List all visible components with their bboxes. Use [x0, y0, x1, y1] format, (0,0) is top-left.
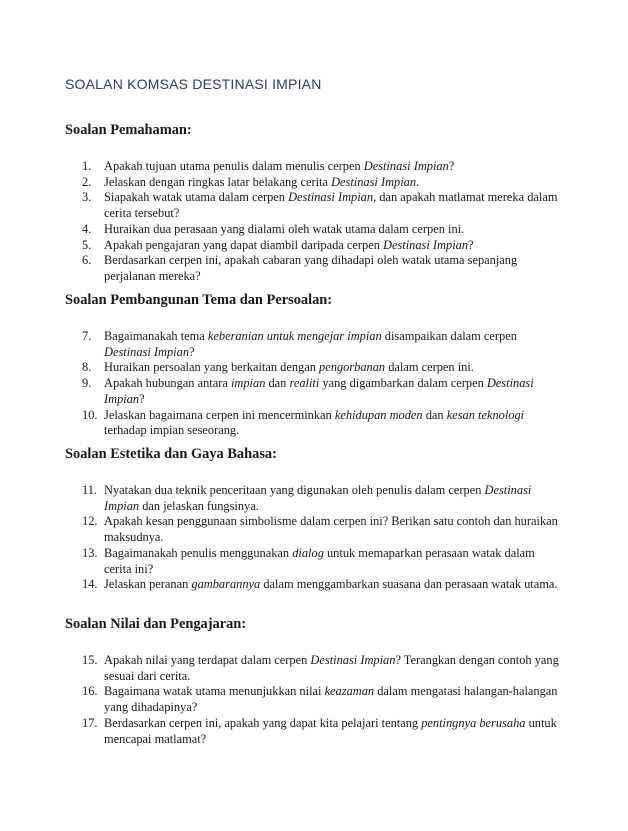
question-number: 13. — [82, 545, 98, 560]
section-tema-persoalan — [65, 292, 565, 439]
text-segment: Huraikan persoalan yang berkaitan dengan — [104, 360, 320, 375]
question-number: 1. — [82, 159, 92, 173]
section-heading: Soalan Pembangunan Tema dan Persoalan: — [65, 292, 333, 308]
question-text — [104, 546, 535, 576]
question-item — [65, 376, 565, 407]
text-segment: terhadap impian seseorang. — [104, 423, 240, 438]
text-segment: untuk mencapai matlamat? — [104, 715, 557, 746]
question-item — [65, 546, 565, 577]
question-text — [104, 329, 517, 359]
text-segment: ? Terangkan dengan contoh yang sesuai dari cerita. — [104, 653, 559, 683]
document-title: SOALAN KOMSAS DESTINASI IMPIAN — [65, 76, 322, 92]
question-number: 7. — [82, 329, 92, 343]
question-list — [65, 329, 565, 439]
text-segment: . — [416, 174, 420, 189]
text-segment: dan — [422, 407, 447, 422]
text-segment: Jelaskan bagaimana cerpen ini mencerminkan — [104, 407, 335, 422]
question-text — [104, 222, 464, 236]
text-segment: dan jelaskan fungsinya. — [139, 498, 259, 513]
question-text — [104, 238, 474, 252]
question-item — [65, 684, 565, 715]
question-item — [65, 653, 565, 684]
italic-term: Destinasi Impian — [331, 174, 417, 189]
text-segment: ? — [189, 344, 195, 359]
italic-term: Destinasi Impian — [310, 653, 396, 667]
question-item — [65, 222, 565, 238]
question-item — [65, 190, 565, 221]
question-number: 12. — [82, 514, 98, 529]
italic-term: keazaman — [324, 684, 375, 699]
text-segment: Bagaimanakah tema — [104, 329, 208, 343]
question-number: 4. — [82, 221, 92, 236]
question-item — [65, 408, 565, 439]
italic-term: dialog — [292, 545, 324, 560]
question-text — [104, 408, 524, 438]
italic-term: gambarannya — [191, 577, 261, 592]
question-number: 9. — [82, 376, 92, 391]
question-number: 3. — [82, 190, 92, 205]
italic-term: Destinasi Impian — [363, 159, 449, 173]
text-segment: ? — [468, 237, 474, 252]
text-segment: Bagaimana watak utama menunjukkan nilai — [104, 684, 325, 699]
italic-term: realiti — [289, 376, 320, 391]
text-segment: untuk memaparkan perasaan watak dalam cerita ini? — [104, 545, 535, 576]
italic-term: impian — [230, 376, 266, 391]
text-segment: yang digambarkan dalam cerpen — [319, 376, 487, 391]
text-segment: ? — [139, 391, 145, 406]
question-item — [65, 483, 565, 514]
section-heading: Soalan Pemahaman: — [65, 122, 192, 138]
text-segment: Berdasarkan cerpen ini, apakah yang dapat kita pelajari tentang — [104, 715, 422, 730]
section-heading: Soalan Estetika dan Gaya Bahasa: — [65, 446, 277, 462]
question-text — [104, 684, 558, 714]
section-pemahaman — [65, 122, 565, 285]
question-item — [65, 175, 565, 191]
question-item — [65, 360, 565, 376]
question-number: 14. — [82, 577, 98, 592]
text-segment: dalam menggambarkan suasana dan perasaan watak utama. — [260, 577, 558, 592]
text-segment: Nyatakan dua teknik penceritaan yang digunakan oleh penulis dalam cerpen — [104, 483, 485, 497]
question-number: 10. — [82, 407, 98, 422]
question-text — [104, 253, 517, 283]
text-segment: Apakah nilai yang terdapat dalam cerpen — [104, 653, 311, 667]
question-number: 5. — [82, 237, 92, 252]
italic-term: kesan teknologi — [446, 407, 525, 422]
text-segment: dalam mengatasi halangan-halangan yang dihadapinya? — [104, 684, 558, 715]
question-number: 6. — [82, 253, 92, 268]
italic-term: pengorbanan — [319, 360, 386, 375]
question-item — [65, 253, 565, 284]
text-segment: Jelaskan peranan — [104, 577, 192, 592]
italic-term: Destinasi Impian — [104, 376, 534, 406]
section-estetika-gaya-bahasa — [65, 446, 565, 593]
question-item — [65, 159, 565, 175]
text-segment: , dan apakah matlamat mereka dalam cerita tersebut? — [104, 190, 558, 221]
question-text — [104, 514, 558, 544]
text-segment: Apakah tujuan utama penulis dalam menulis cerpen — [104, 159, 364, 173]
question-number: 17. — [82, 715, 98, 730]
question-number: 2. — [82, 174, 92, 189]
question-item — [65, 238, 565, 254]
italic-term: keberanian untuk mengejar impian — [207, 329, 382, 343]
text-segment: Siapakah watak utama dalam cerpen — [104, 190, 289, 205]
section-heading: Soalan Nilai dan Pengajaran: — [65, 616, 247, 632]
text-segment: Apakah kesan penggunaan simbolisme dalam cerpen ini? Berikan satu contoh dan huraikan maksudnya. — [104, 514, 558, 545]
question-text — [104, 190, 557, 220]
question-number: 11. — [82, 483, 98, 497]
text-segment: Apakah pengajaran yang dapat diambil daripada cerpen — [104, 237, 384, 252]
text-segment: Huraikan dua perasaan yang dialami oleh watak utama dalam cerpen ini. — [104, 221, 465, 236]
italic-term: Destinasi Impian — [104, 344, 190, 359]
question-item — [65, 329, 565, 360]
text-segment: ? — [448, 159, 455, 173]
italic-term: kehidupan moden — [334, 407, 423, 422]
italic-term: Destinasi Impian — [383, 237, 469, 252]
text-segment: dalam cerpen ini. — [385, 360, 474, 375]
question-list — [65, 159, 565, 285]
italic-term: Destinasi Impian — [104, 483, 532, 513]
question-text — [104, 175, 419, 189]
question-item — [65, 514, 565, 545]
question-text — [104, 716, 557, 746]
italic-term: pentingnya berusaha — [421, 715, 526, 730]
text-segment: dan — [265, 376, 290, 391]
question-text — [104, 376, 534, 406]
text-segment: Jelaskan dengan ringkas latar belakang cerita — [104, 174, 332, 189]
question-number: 8. — [82, 360, 92, 375]
question-number: 15. — [82, 653, 98, 667]
text-segment: Bagaimanakah penulis menggunakan — [104, 545, 293, 560]
section-nilai-pengajaran — [65, 616, 565, 747]
question-text — [104, 483, 531, 513]
question-number: 16. — [82, 684, 98, 699]
question-text — [104, 653, 559, 683]
question-item — [65, 577, 565, 593]
question-text — [104, 159, 454, 173]
text-segment: Apakah hubungan antara — [104, 376, 231, 391]
question-list — [65, 653, 565, 747]
text-segment: disampaikan dalam cerpen — [381, 329, 517, 343]
text-segment: Berdasarkan cerpen ini, apakah cabaran yang dihadapi oleh watak utama sepanjang perjalanan mereka? — [104, 253, 518, 283]
question-text — [104, 360, 474, 374]
italic-term: Destinasi Impian — [288, 190, 374, 205]
question-list — [65, 483, 565, 593]
question-text — [104, 577, 557, 591]
question-item — [65, 716, 565, 747]
